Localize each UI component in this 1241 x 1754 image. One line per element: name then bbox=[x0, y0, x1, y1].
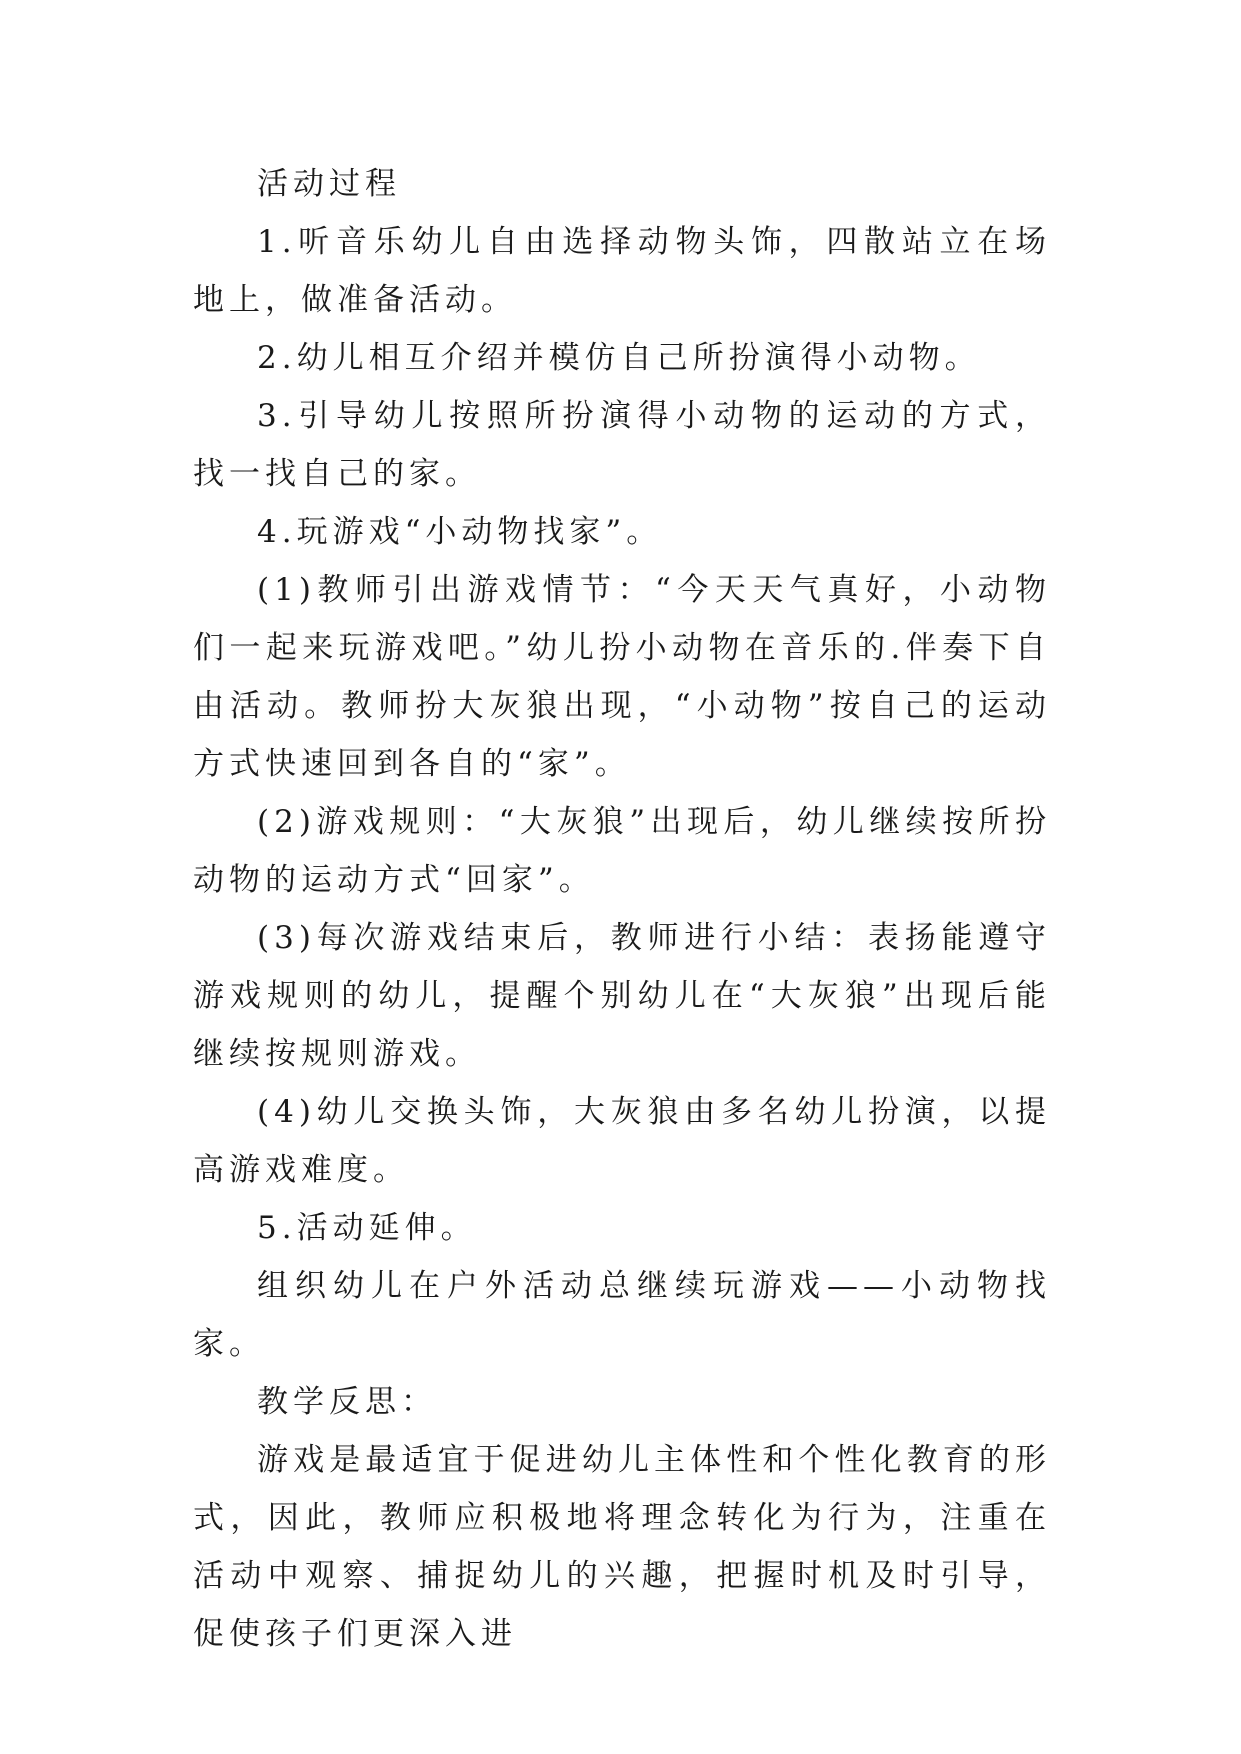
paragraph-step-3: 3.引导幼儿按照所扮演得小动物的运动的方式，找一找自己的家。 bbox=[193, 398, 1051, 492]
paragraph-step-2: 2.幼儿相互介绍并模仿自己所扮演得小动物。 bbox=[257, 340, 981, 376]
paragraph-step-4: 4.玩游戏“小动物找家”。 bbox=[257, 514, 663, 550]
paragraph-substep-1: (1)教师引出游戏情节：“今天天气真好，小动物们一起来玩游戏吧。”幼儿扮小动物在音乐的.伴奏下自由活动。教师扮大灰狼出现，“小动物”按自己的运动方式快速回到各自的“家”。 bbox=[193, 572, 1051, 782]
paragraph-substep-3: (3)每次游戏结束后，教师进行小结：表扬能遵守游戏规则的幼儿，提醒个别幼儿在“大灰狼”出现后能继续按规则游戏。 bbox=[193, 920, 1051, 1072]
paragraph-substep-4: (4)幼儿交换头饰，大灰狼由多名幼儿扮演，以提高游戏难度。 bbox=[193, 1094, 1051, 1188]
paragraph-step-1: 1.听音乐幼儿自由选择动物头饰，四散站立在场地上，做准备活动。 bbox=[193, 224, 1051, 318]
paragraph-substep-2: (2)游戏规则：“大灰狼”出现后，幼儿继续按所扮动物的运动方式“回家”。 bbox=[193, 804, 1051, 898]
paragraph-step-5: 5.活动延伸。 bbox=[257, 1210, 477, 1246]
paragraph-extension: 组织幼儿在户外活动总继续玩游戏——小动物找家。 bbox=[193, 1268, 1051, 1362]
heading-teaching-reflection: 教学反思： bbox=[257, 1384, 437, 1420]
document-page bbox=[193, 155, 1051, 1663]
paragraph-reflection: 游戏是最适宜于促进幼儿主体性和个性化教育的形式，因此，教师应积极地将理念转化为行为，注重在活动中观察、捕捉幼儿的兴趣，把握时机及时引导，促使孩子们更深入进 bbox=[193, 1442, 1051, 1652]
heading-activity-process: 活动过程 bbox=[257, 166, 401, 202]
